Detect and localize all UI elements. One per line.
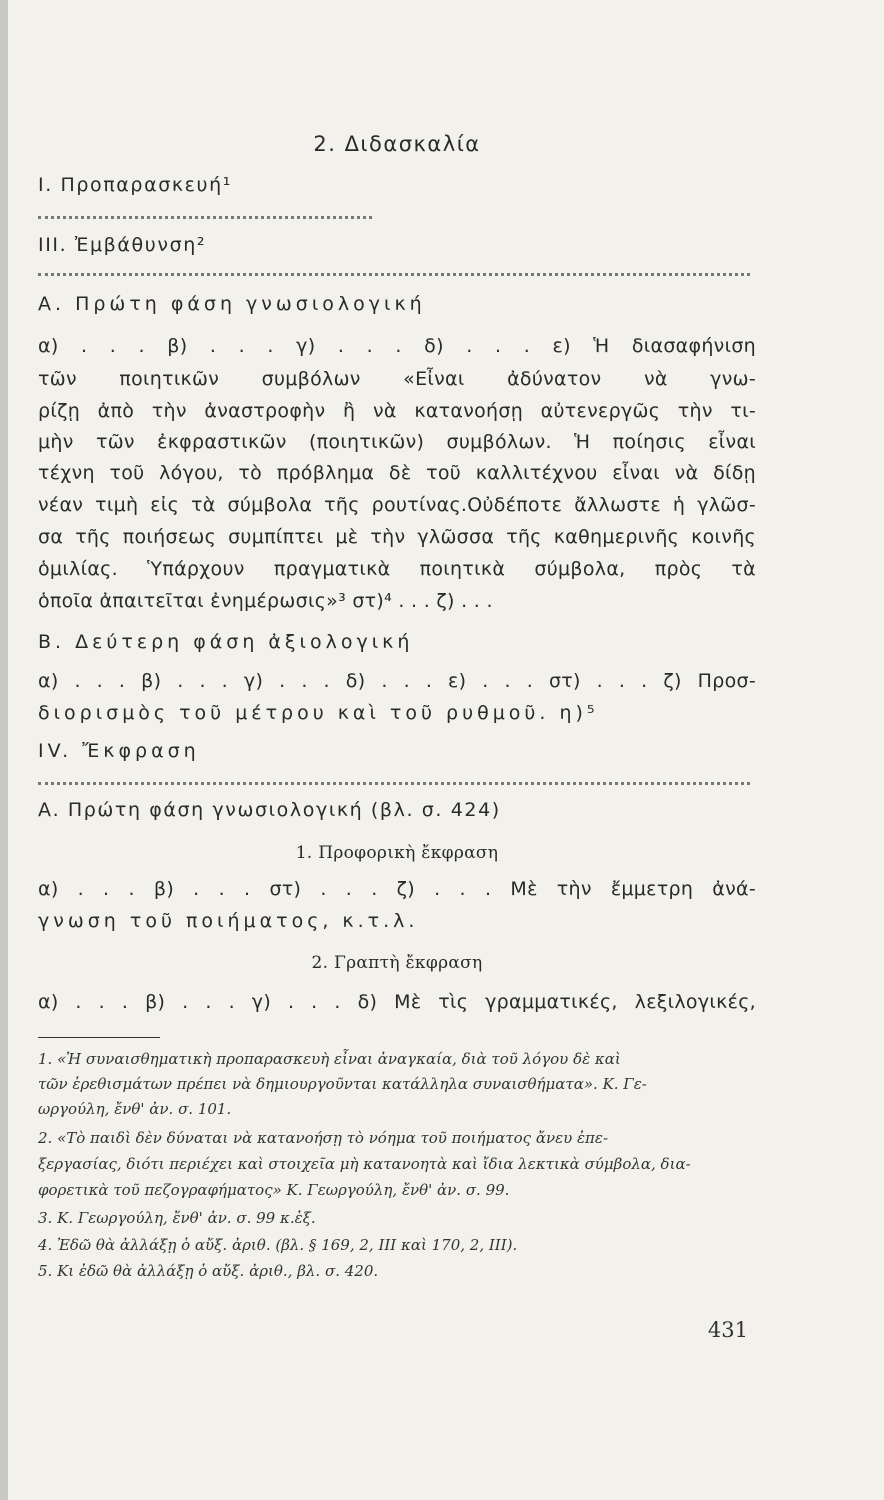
footnote-line: ξεργασίας, διότι περιέχει καὶ στοιχεῖα μὴ κατανοητὰ καὶ ἴδια λεκτικὰ σύμβολα, δια- [38, 1155, 691, 1173]
text-line-5: Α. Πρώτη φάση γνωσιολογική [38, 293, 426, 315]
text-line-25: α) . . . β) . . . γ) . . . δ) Μὲ τὶς γραμματικές, λεξιλογικές, [38, 991, 756, 1013]
section-heading: 2. Διδασκαλία [313, 132, 481, 156]
subheading-written: 2. Γραπτὴ ἔκφραση [311, 953, 483, 973]
subheading-oral: 1. Προφορικὴ ἔκφραση [295, 843, 499, 863]
text-line-14: ὁποῖα ἀπαιτεῖται ἐνημέρωσις»³ στ)⁴ . . . ζ) . . . [38, 590, 493, 612]
text-line-23: γνωση τοῦ ποιήματος, κ.τ.λ. [38, 910, 419, 932]
text-line-13: ὁμιλίας. Ὑπάρχουν πραγματικὰ ποιητικὰ σύμβολα, πρὸς τὰ [38, 558, 756, 580]
footnote-line: 3. Κ. Γεωργούλη, ἔνθ' ἀν. σ. 99 κ.ἑξ. [38, 1209, 316, 1227]
text-line-15: Β. Δεύτερη φάση ἀξιολογική [38, 631, 414, 653]
text-line-6: α) . . . β) . . . γ) . . . δ) . . . ε) Ἡ διασαφήνιση [38, 335, 756, 357]
text-line-12: σα τῆς ποιήσεως συμπίπτει μὲ τὴν γλῶσσα τῆς καθημερινῆς κοινῆς [38, 526, 756, 548]
text-line-17: διορισμὸς τοῦ μέτρου καὶ τοῦ ρυθμοῦ. η)⁵ [38, 702, 599, 724]
text-line-10: τέχνη τοῦ λόγου, τὸ πρόβλημα δὲ τοῦ καλλιτέχνου εἶναι νὰ δίδῃ [38, 462, 756, 484]
footnote-separator [38, 1037, 160, 1038]
text-line-20: Α. Πρώτη φάση γνωσιολογική (βλ. σ. 424) [38, 799, 501, 821]
text-line-22: α) . . . β) . . . στ) . . . ζ) . . . Μὲ τὴν ἔμμετρη ἀνά- [38, 878, 756, 900]
dotted-ellipsis-line [38, 782, 750, 785]
footnote-line: ωργούλη, ἔνθ' ἀν. σ. 101. [38, 1100, 232, 1118]
dotted-ellipsis-line [38, 216, 372, 219]
text-line-18: IV. Ἔκφραση [38, 740, 200, 762]
text-line-3: III. Ἐμβάθυνση² [38, 234, 207, 256]
footnote-line: 1. «Ἡ συναισθηματικὴ προπαρασκευὴ εἶναι ἀναγκαία, διὰ τοῦ λόγου δὲ καὶ [38, 1050, 621, 1068]
footnote-line: 2. «Τὸ παιδὶ δὲν δύναται νὰ κατανοήσῃ τὸ νόημα τοῦ ποιήματος ἄνευ ἐπε- [38, 1129, 609, 1147]
page-number: 431 [707, 1318, 748, 1342]
text-line-8: ρίζῃ ἀπὸ τὴν ἀναστροφὴν ἢ νὰ κατανοήσῃ αὐτενεργῶς τὴν τι- [38, 400, 756, 422]
text-line-1: I. Προπαρασκευή¹ [38, 174, 232, 196]
text-line-11: νέαν τιμὴ εἰς τὰ σύμβολα τῆς ρουτίνας.Οὐδέποτε ἄλλωστε ἡ γλῶσ- [38, 494, 756, 516]
footnote-line: 4. Ἐδῶ θὰ ἀλλάξῃ ὁ αὔξ. ἀριθ. (βλ. § 169, 2, III καὶ 170, 2, III). [38, 1236, 518, 1254]
footnote-line: 5. Κι ἐδῶ θὰ ἀλλάξῃ ὁ αὔξ. ἀριθ., βλ. σ. 420. [38, 1262, 379, 1280]
text-line-7: τῶν ποιητικῶν συμβόλων «Εἶναι ἀδύνατον νὰ γνω- [38, 368, 756, 390]
footnote-line: τῶν ἐρεθισμάτων πρέπει νὰ δημιουργοῦνται κατάλληλα συναισθήματα». Κ. Γε- [38, 1075, 647, 1093]
footnote-line: φορετικὰ τοῦ πεζογραφήματος» Κ. Γεωργούλη, ἔνθ' ἀν. σ. 99. [38, 1181, 510, 1199]
book-page [8, 0, 884, 1500]
dotted-ellipsis-line [38, 273, 750, 276]
text-line-9: μὴν τῶν ἐκφραστικῶν (ποιητικῶν) συμβόλων. Ἡ ποίησις εἶναι [38, 431, 756, 453]
text-line-16: α) . . . β) . . . γ) . . . δ) . . . ε) . . . στ) . . . ζ) Προσ- [38, 670, 756, 692]
